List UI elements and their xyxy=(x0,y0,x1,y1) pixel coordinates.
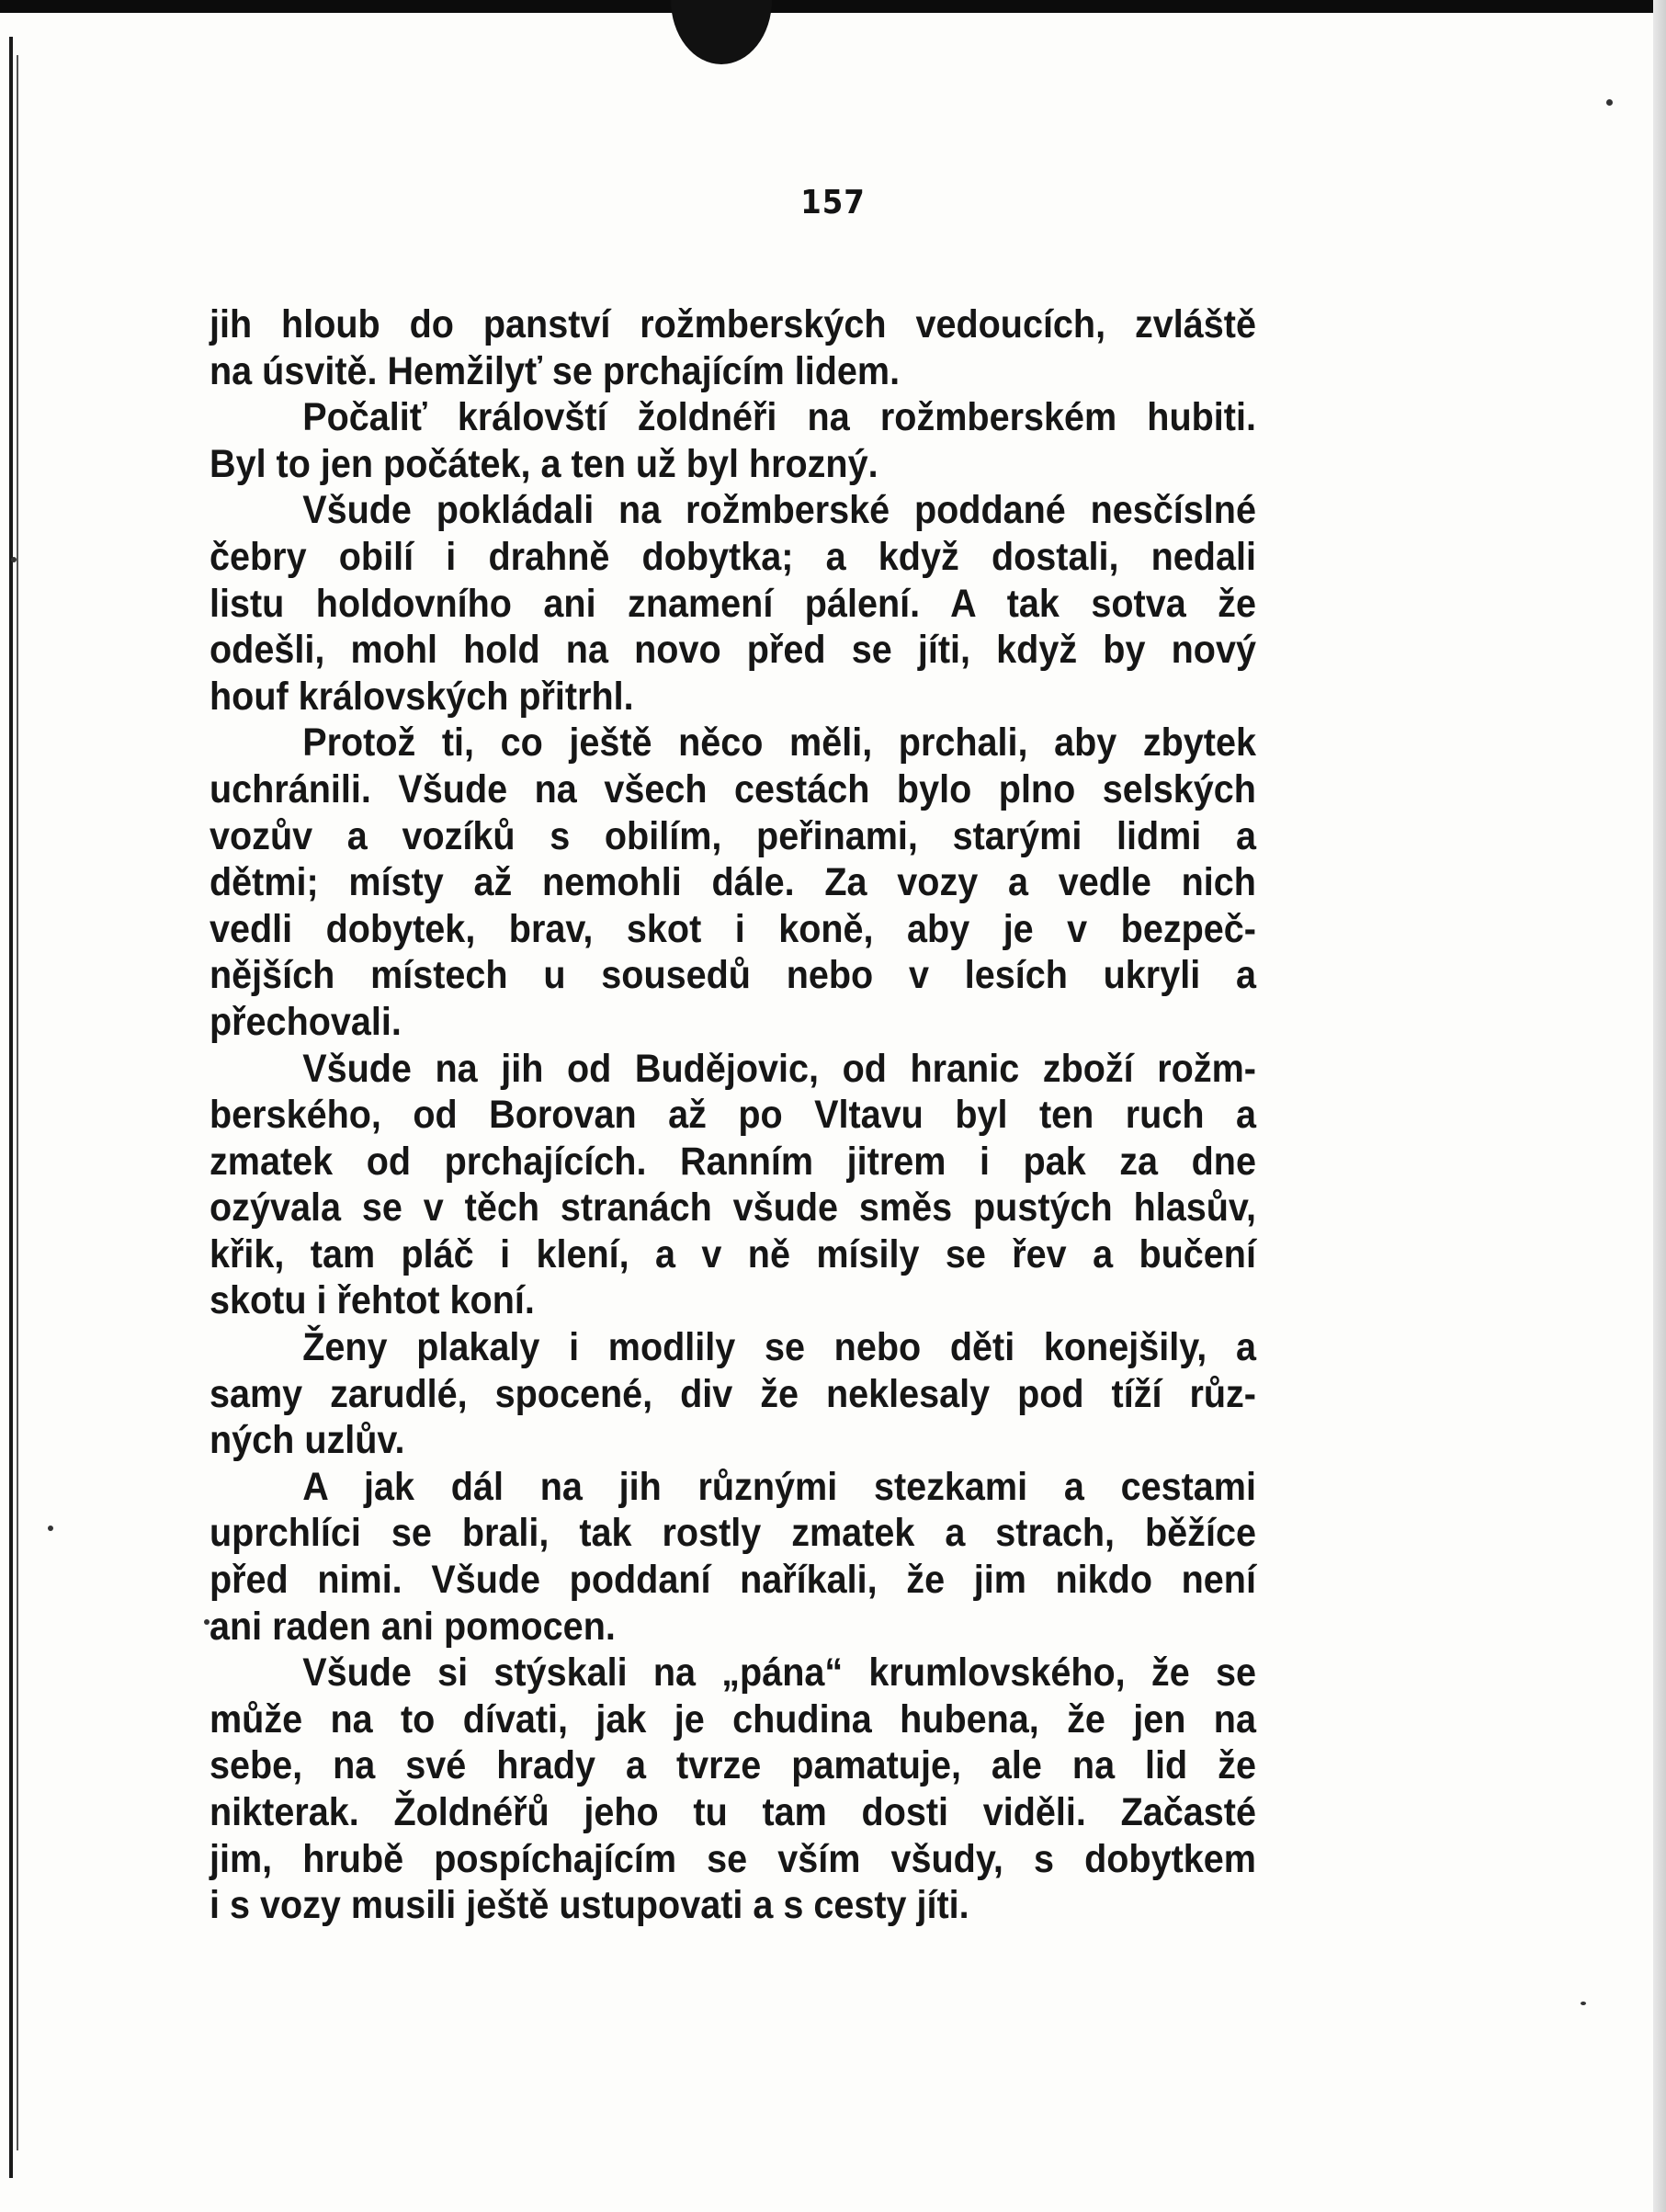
scan-edge-left-inner xyxy=(17,55,18,2150)
text-line: může na to dívati, jak je chudina hubena, že jen na xyxy=(210,1696,1256,1741)
text-line: uchránili. Všude na všech cestách bylo plno selských xyxy=(210,766,1256,811)
text-line: sebe, na své hrady a tvrze pamatuje, ale na lid že xyxy=(210,1743,1256,1788)
text-line: vozův a vozíků s obilím, peřinami, starými lidmi a xyxy=(210,813,1256,858)
text-line: odešli, mohl hold na novo před se jíti, když by nový xyxy=(210,628,1256,673)
paragraph xyxy=(210,487,1256,720)
paragraph xyxy=(210,1464,1256,1650)
text-line: skotu i řehtot koní. xyxy=(210,1278,535,1323)
text-line: nikterak. Žoldnéřů jeho tu tam dosti viděli. Začasté xyxy=(210,1790,1256,1834)
scan-speck xyxy=(1606,99,1613,106)
text-line: berského, od Borovan až po Vltavu byl ten ruch a xyxy=(210,1093,1256,1138)
paragraph xyxy=(210,1046,1256,1325)
text-line: Všude si stýskali na „pána“ krumlovského, že se xyxy=(302,1650,1256,1696)
scan-edge-top xyxy=(0,0,1666,13)
text-line: Všude na jih od Budějovic, od hranic zboží rožm- xyxy=(302,1046,1256,1091)
scan-speck xyxy=(48,1526,53,1531)
scan-speck xyxy=(11,557,17,562)
text-line: uprchlíci se brali, tak rostly zmatek a strach, běžíce xyxy=(210,1511,1256,1556)
scan-edge-right xyxy=(1653,0,1666,2212)
text-line: dětmi; místy až nemohli dále. Za vozy a vedle nich xyxy=(210,860,1256,905)
paragraph xyxy=(210,394,1256,487)
body-text xyxy=(210,301,1256,1929)
paragraph xyxy=(210,301,1256,394)
text-line: ozývala se v těch stranách všude směs pustých hlasův, xyxy=(210,1185,1256,1231)
text-line: čebry obilí i drahně dobytka; a když dostali, nedali xyxy=(210,534,1256,579)
paragraph xyxy=(210,1324,1256,1464)
paragraph xyxy=(210,720,1256,1045)
text-line: vedli dobytek, brav, skot i koně, aby je v bezpeč- xyxy=(210,906,1256,951)
text-line: ani raden ani pomocen. xyxy=(210,1604,616,1649)
text-line: zmatek od prchajících. Ranním jitrem i pak za dne xyxy=(210,1139,1256,1184)
scan-edge-left xyxy=(9,37,13,2178)
text-line: A jak dál na jih různými stezkami a cestami xyxy=(302,1464,1256,1509)
text-line: před nimi. Všude poddaní naříkali, že jim nikdo není xyxy=(210,1558,1256,1603)
text-line: křik, tam pláč i klení, a v ně mísily se řev a bučení xyxy=(210,1231,1256,1276)
text-line: jim, hrubě pospíchajícím se vším všudy, s dobytkem xyxy=(210,1836,1256,1881)
text-line: Ženy plakaly i modlily se nebo děti konejšily, a xyxy=(302,1325,1256,1370)
text-line: nějších místech u sousedů nebo v lesích ukryli a xyxy=(210,953,1256,998)
text-line: houf královských přitrhl. xyxy=(210,674,634,719)
text-line: Protož ti, co ještě něco měli, prchali, aby zbytek xyxy=(302,720,1256,766)
text-line: listu holdovního ani znamení pálení. A tak sotva že xyxy=(210,581,1256,626)
text-line: Byl to jen počátek, a ten už byl hrozný. xyxy=(210,441,878,486)
text-line: přechovali. xyxy=(210,999,402,1044)
text-line: Počaliť královští žoldnéři na rožmberském hubiti. xyxy=(302,395,1256,440)
text-line: ných uzlův. xyxy=(210,1418,405,1463)
text-line: i s vozy musili ještě ustupovati a s cesty jíti. xyxy=(210,1883,969,1928)
text-line: Všude pokládali na rožmberské poddané nesčíslné xyxy=(302,488,1256,533)
text-line: jih hloub do panství rožmberských vedoucích, zvláště xyxy=(210,302,1256,346)
scan-speck xyxy=(1581,2002,1586,2005)
text-line: samy zarudlé, spocené, div že neklesaly pod tíží růz- xyxy=(210,1371,1256,1416)
page-number: 157 xyxy=(800,184,866,221)
binding-mark xyxy=(671,0,772,64)
text-line: na úsvitě. Hemžilyť se prchajícím lidem. xyxy=(210,348,901,393)
paragraph xyxy=(210,1650,1256,1929)
